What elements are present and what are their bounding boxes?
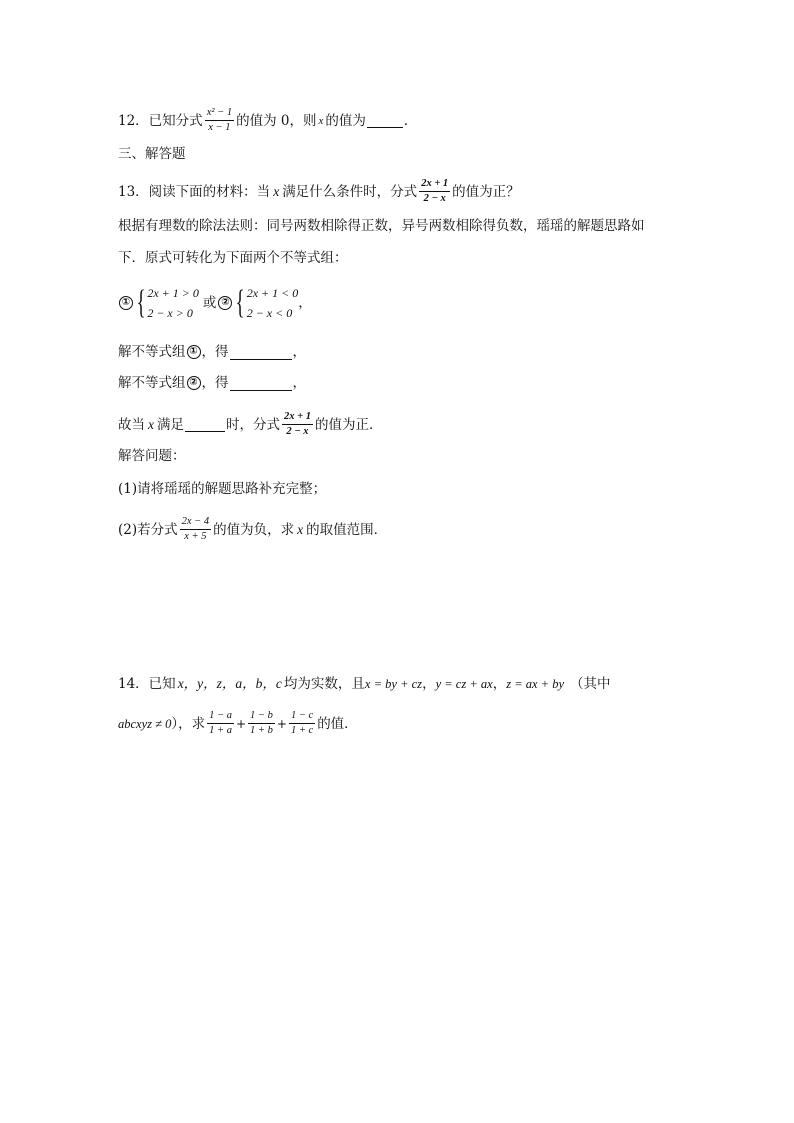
system2-row1: 2x + 1 < 0 xyxy=(246,286,299,300)
left-brace-icon: { xyxy=(136,284,146,321)
q13-answer-heading xyxy=(118,447,186,465)
part2-frac-denominator: x + 5 xyxy=(184,531,207,542)
solve1-answer-blank[interactable] xyxy=(230,345,292,360)
q14-line1-b: 均为实数，且 xyxy=(283,676,365,692)
part2-var: x xyxy=(297,521,304,537)
solve1-suffix: ，得 xyxy=(201,344,229,360)
q13-frac-denominator: 2 − x xyxy=(423,193,446,204)
solve1-prefix: 解不等式组 xyxy=(118,344,186,360)
part1-text: (1)请将瑶瑶的解题思路补充完整； xyxy=(118,481,327,497)
q12-var: x xyxy=(318,114,324,127)
q14-line2-a: ），求 xyxy=(171,715,206,732)
system2-row2: 2 − x < 0 xyxy=(246,306,293,320)
section-title: 三、解答题 xyxy=(118,146,186,162)
q13-conclusion xyxy=(118,411,382,438)
q14-plus1: + xyxy=(235,716,247,731)
conclude-a: 故当 xyxy=(118,416,145,433)
q13-systems xyxy=(118,283,312,323)
answer-heading-text: 解答问题： xyxy=(118,448,186,464)
section-heading xyxy=(118,145,186,163)
solve1-end: ， xyxy=(292,344,306,360)
q13-solve2 xyxy=(118,374,306,392)
q14-sep1: ， xyxy=(422,676,436,692)
q13-frac-numerator: 2x + 1 xyxy=(419,178,450,192)
q14-eq1: x = by + cz xyxy=(364,677,423,691)
q14-line1-a: 14．已知 xyxy=(118,676,176,692)
system1-label: ① xyxy=(119,296,133,310)
conclude-d: 的值为正． xyxy=(314,416,383,433)
conclude-c: 时，分式 xyxy=(226,416,280,433)
q14-fraction-a xyxy=(207,710,234,737)
q12-end: ． xyxy=(403,112,418,129)
q13-rule-line1 xyxy=(118,217,645,235)
q13-part2 xyxy=(118,516,387,543)
q12-line xyxy=(118,107,417,134)
q14-f3-denominator: 1 + c xyxy=(290,725,314,736)
conclude-answer-blank[interactable] xyxy=(185,417,225,432)
system1-row2: 2 − x > 0 xyxy=(147,306,193,320)
q14-fraction-c xyxy=(289,710,315,737)
q12-frac-denominator: x − 1 xyxy=(208,122,231,133)
q14-f3-numerator: 1 − c xyxy=(289,710,315,724)
part2-b: 的值为负，求 xyxy=(213,521,295,538)
q13-intro-c: 的值为正？ xyxy=(452,183,520,200)
q12-fraction xyxy=(205,107,234,134)
q12-suffix: 的值为 xyxy=(325,112,366,129)
q13-intro xyxy=(118,178,520,205)
q14-plus2: + xyxy=(276,716,287,731)
q12-mid: 的值为 0，则 xyxy=(236,112,317,129)
solve2-end: ， xyxy=(292,375,306,391)
q13-part1 xyxy=(118,480,326,498)
q13-rule-text2: 下．原式可转化为下面两个不等式组： xyxy=(118,250,348,266)
q13-fraction xyxy=(419,178,450,205)
q12-prefix: 12．已知分式 xyxy=(118,112,203,129)
q14-line2-b: 的值． xyxy=(317,715,358,732)
conclude-b: 满足 xyxy=(157,416,184,433)
q14-line1-c: （其中 xyxy=(570,676,611,692)
q13-intro-a: 13．阅读下面的材料：当 xyxy=(118,183,271,200)
q14-f2-numerator: 1 − b xyxy=(248,710,275,724)
conclude-frac-numerator: 2x + 1 xyxy=(282,411,313,425)
q14-line2 xyxy=(118,710,358,737)
q14-f1-denominator: 1 + a xyxy=(209,725,232,736)
solve2-answer-blank[interactable] xyxy=(230,376,292,391)
conclude-var: x xyxy=(148,416,154,432)
q14-condition: abcxyz ≠ 0 xyxy=(118,716,172,731)
or-text: 或 xyxy=(202,295,217,311)
q14-fraction-b xyxy=(248,710,275,737)
q12-frac-numerator: x² − 1 xyxy=(205,107,234,121)
q14-sep2: ， xyxy=(492,676,507,692)
q14-eq3: z = ax + by xyxy=(506,677,565,691)
q13-solve1 xyxy=(118,343,306,361)
part2-fraction xyxy=(180,516,212,543)
q14-f2-denominator: 1 + b xyxy=(250,725,273,736)
q14-line1 xyxy=(118,675,611,693)
part2-a: (2)若分式 xyxy=(118,521,178,538)
left-brace-icon: { xyxy=(236,284,246,321)
solve1-label: ① xyxy=(187,345,201,359)
q13-intro-var: x xyxy=(273,183,280,199)
systems-end: ， xyxy=(298,295,312,311)
part2-frac-numerator: 2x − 4 xyxy=(180,516,212,530)
inequality-system-1 xyxy=(136,283,199,323)
q13-rule-line2 xyxy=(118,249,348,267)
q12-answer-blank[interactable] xyxy=(367,113,403,128)
q13-intro-b: 满足什么条件时，分式 xyxy=(282,183,418,200)
q14-vars: x，y，z，a，b，c xyxy=(177,676,282,691)
part2-c: 的取值范围． xyxy=(306,521,388,538)
q14-eq2: y = cz + ax xyxy=(435,677,493,691)
inequality-system-2 xyxy=(235,283,298,323)
solve2-prefix: 解不等式组 xyxy=(118,375,186,391)
q13-rule-text1: 根据有理数的除法法则：同号两数相除得正数，异号两数相除得负数，瑶瑶的解题思路如 xyxy=(118,218,645,234)
conclude-frac-denominator: 2 − x xyxy=(286,426,309,437)
conclude-fraction xyxy=(282,411,313,438)
system2-label: ② xyxy=(218,296,232,310)
system1-row1: 2x + 1 > 0 xyxy=(147,286,199,300)
q14-f1-numerator: 1 − a xyxy=(207,710,234,724)
solve2-suffix: ，得 xyxy=(201,375,229,391)
solve2-label: ② xyxy=(187,376,201,390)
